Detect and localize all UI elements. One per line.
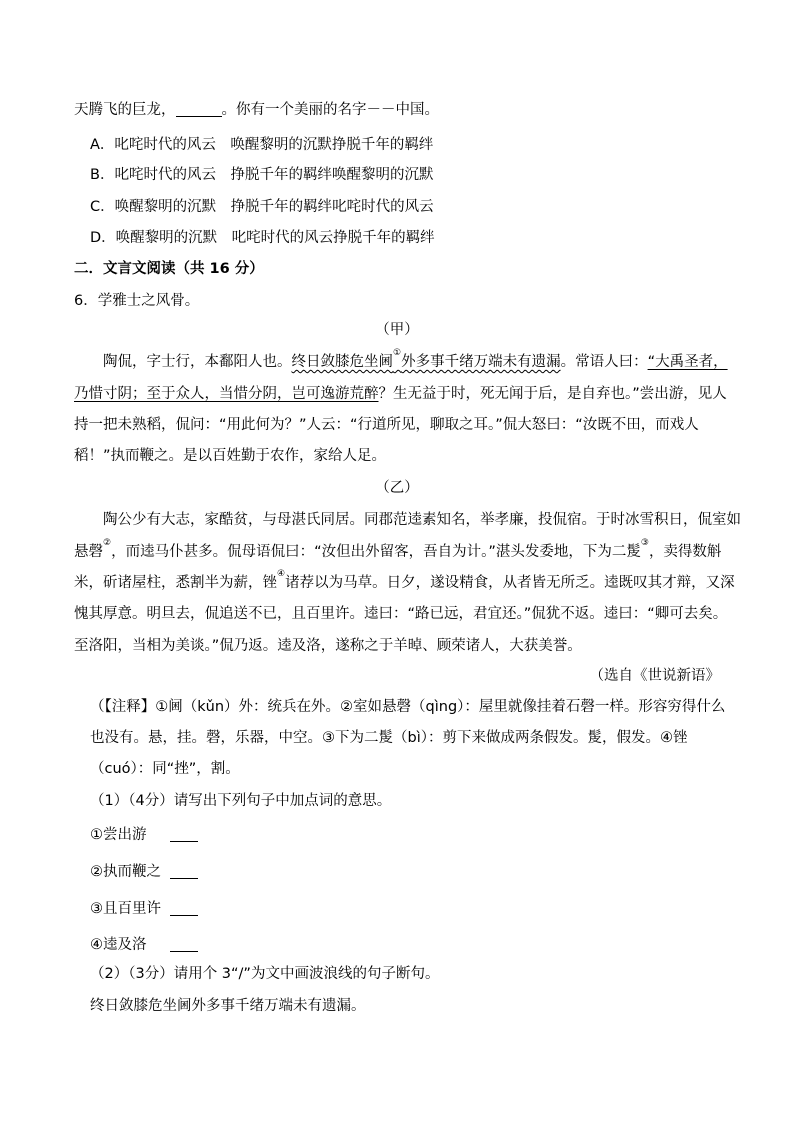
passage-yi-label: （乙） (375, 480, 419, 496)
answer-blank[interactable] (170, 901, 198, 916)
subquestion-item: ①尝出游 (90, 825, 198, 845)
passage-jia-line: 稻！”执而鞭之。是以百姓勤于农作，家给人足。 (74, 448, 387, 464)
subquestion-2-prompt: （2）（3分）请用个 3“/”为文中画波浪线的句子断句。 (90, 966, 440, 982)
passage-jia-label: （甲） (375, 322, 419, 338)
answer-blank[interactable] (170, 937, 198, 952)
subquestion-item: ③且百里许 (90, 899, 198, 919)
q5-stem-end: 天腾飞的巨龙， 。你有一个美丽的名字－－中国。 (74, 102, 439, 118)
passage-yi-line: 至洛阳，当相为美谈。”侃乃返。逵及洛，遂称之于羊晫、顾荣诸人，大获美誉。 (74, 638, 582, 654)
passage-yi-line: 米，斫诸屋柱，悉割半为薪，锉④诸荐以为马草。日夕，遂设精食，从者皆无所乏。逵既叹其才辩，又深 (74, 569, 735, 591)
answer-blank[interactable] (176, 102, 222, 117)
notes-line: 也没有。悬，挂。磬，乐器，中空。③下为二髲（bì）：剪下来做成两条假发。髲，假发。④锉 (90, 730, 688, 746)
answer-blank[interactable] (170, 827, 198, 842)
option-d[interactable]: D．唤醒黎明的沉默 叱咤时代的风云挣脱千年的羁绊 (90, 230, 435, 246)
option-b[interactable]: B．叱咤时代的风云 挣脱千年的羁绊唤醒黎明的沉默 (90, 167, 434, 183)
answer-blank[interactable] (170, 864, 198, 879)
passage-jia-line: 陶侃，字士行，本鄱阳人也。终日敛膝危坐阃①外多事千绪万端未有遗漏。常语人曰：“大禹圣者， (103, 348, 728, 370)
option-a[interactable]: A．叱咤时代的风云 唤醒黎明的沉默挣脱千年的羁绊 (90, 137, 434, 153)
passage-jia-line: 乃惜寸阴；至于众人，当惜分阴，岂可逸游荒醉？生无益于时，死无闻于后，是自弃也。”尝出游，见人 (74, 386, 727, 402)
passage-yi-line: 悬磬②，而逵马仆甚多。侃母语侃曰：“汝但出外留客，吾自为计。”湛头发委地，下为二髲③，卖得数斛 (74, 538, 722, 560)
passage-yi-line: 愧其厚意。明旦去，侃追送不已，且百里许。逵曰：“路已远，君宜还。”侃犹不返。逵曰：“卿可去矣。 (74, 606, 728, 622)
section-heading: 二．文言文阅读（共 16 分） (74, 261, 264, 277)
option-c[interactable]: C．唤醒黎明的沉默 挣脱千年的羁绊叱咤时代的风云 (90, 199, 434, 215)
question-title: 6．学雅士之风骨。 (74, 293, 200, 309)
subquestion-item: ②执而鞭之 (90, 862, 198, 882)
passage-source: （选自《世说新语》 (589, 668, 720, 684)
passage-jia-line: 持一把未熟稻，侃问：“用此何为？”人云：“行道所见，聊取之耳。”侃大怒曰：“汝既不田，而戏人 (74, 417, 699, 433)
passage-yi-line: 陶公少有大志，家酷贫，与母湛氏同居。同郡范逵素知名，举孝廉，投侃宿。于时冰雪积日，侃室如 (103, 512, 741, 528)
notes-line: （【注释】①阃（kǔn）外：统兵在外。②室如悬磬（qìng）：屋里就像挂着石磬一样。形容穷得什么 (90, 699, 726, 715)
notes-line: （cuó）：同“挫”，割。 (90, 761, 240, 777)
wavy-sentence: 终日敛膝危坐阃①外多事千绪万端未有遗漏 (291, 348, 561, 370)
subquestion-item: ④逵及洛 (90, 935, 198, 955)
subquestion-1-prompt: （1）（4分）请写出下列句子中加点词的意思。 (90, 793, 392, 809)
subquestion-2-sentence: 终日敛膝危坐阃外多事千绪万端未有遗漏。 (90, 998, 366, 1014)
